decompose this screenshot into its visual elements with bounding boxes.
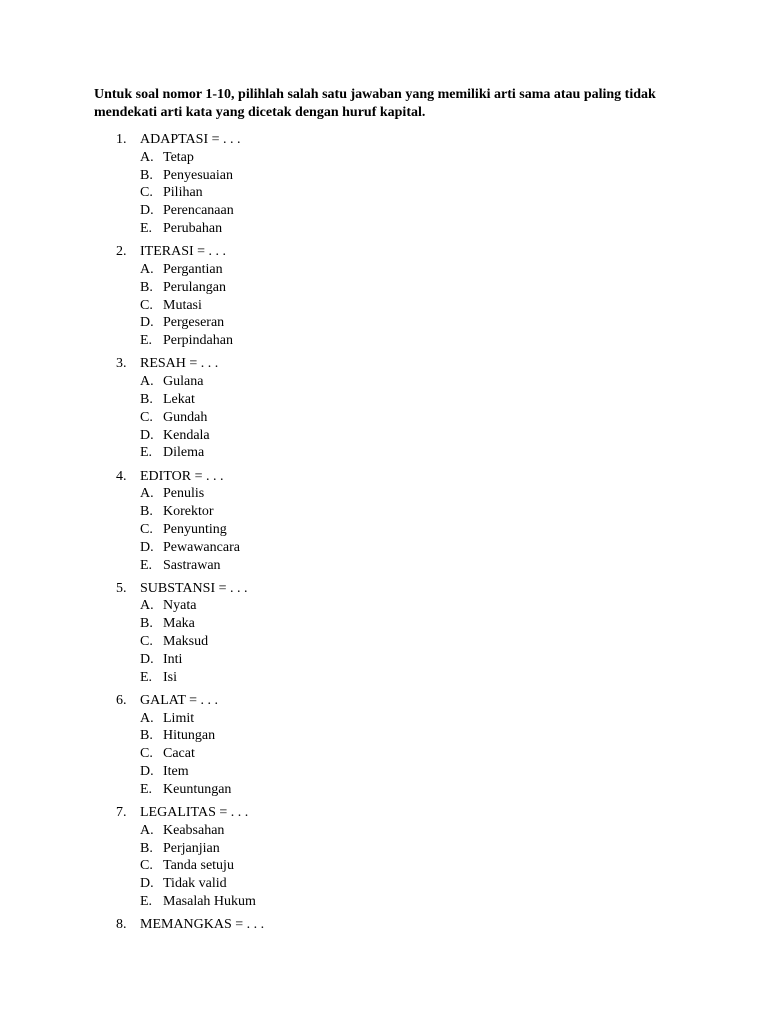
option-letter: B. <box>140 504 153 520</box>
option-letter: D. <box>140 315 154 331</box>
answer-option <box>0 391 768 409</box>
option-letter: B. <box>140 279 153 295</box>
question-item <box>0 243 768 350</box>
option-list <box>0 710 768 799</box>
question-text: MEMANGKAS = . . . <box>140 917 265 933</box>
answer-option <box>0 261 768 279</box>
question-line <box>0 804 768 822</box>
option-text: Lekat <box>163 391 195 407</box>
question-line <box>0 916 768 934</box>
option-letter: C. <box>140 858 153 874</box>
option-letter: C. <box>140 521 153 537</box>
answer-option <box>0 727 768 745</box>
option-letter: E. <box>140 669 153 685</box>
option-letter: E. <box>140 220 153 236</box>
question-text: ADAPTASI = . . . <box>140 132 241 147</box>
option-letter: B. <box>140 840 153 856</box>
option-letter: E. <box>140 894 153 910</box>
option-text: Keabsahan <box>163 822 225 838</box>
question-item <box>0 804 768 911</box>
question-item <box>0 355 768 462</box>
question-item <box>0 131 768 238</box>
option-text: Maksud <box>163 634 209 650</box>
answer-option <box>0 279 768 297</box>
option-text: Gulana <box>163 374 204 390</box>
question-number: 3. <box>116 356 127 372</box>
answer-option <box>0 184 768 202</box>
answer-option <box>0 745 768 763</box>
answer-option <box>0 763 768 781</box>
option-text: Tanda setuju <box>163 858 234 874</box>
option-text: Item <box>163 764 189 780</box>
option-letter: D. <box>140 203 154 219</box>
option-letter: A. <box>140 822 154 838</box>
option-list <box>0 149 768 238</box>
option-text: Kendala <box>163 427 210 443</box>
question-number: 7. <box>116 805 127 821</box>
option-letter: D. <box>140 876 154 892</box>
option-letter: C. <box>140 746 153 762</box>
question-text: SUBSTANSI = . . . <box>140 580 248 596</box>
option-letter: C. <box>140 634 153 650</box>
option-text: Dilema <box>163 445 205 461</box>
option-letter: C. <box>140 185 153 201</box>
option-text: Perulangan <box>163 279 226 295</box>
question-text: GALAT = . . . <box>140 692 219 708</box>
question-line <box>0 131 768 149</box>
option-letter: B. <box>140 391 153 407</box>
answer-option <box>0 409 768 427</box>
question-number: 2. <box>116 244 127 260</box>
option-text: Maka <box>163 616 195 632</box>
option-list <box>0 373 768 462</box>
answer-option <box>0 314 768 332</box>
option-text: Cacat <box>163 746 195 762</box>
option-text: Penulis <box>163 486 205 502</box>
question-text: ITERASI = . . . <box>140 244 227 260</box>
option-text: Penyunting <box>163 521 227 537</box>
instructions-text: Untuk soal nomor 1-10, pilihlah salah satu jawaban yang memiliki arti sama atau paling tidak mendekati arti kata yang dicetak dengan huruf kapital. <box>94 87 656 120</box>
option-text: Nyata <box>163 598 197 614</box>
answer-option <box>0 297 768 315</box>
question-number: 5. <box>116 580 127 596</box>
option-text: Mutasi <box>163 297 202 313</box>
option-text: Penyesuaian <box>163 167 233 183</box>
answer-option <box>0 332 768 350</box>
option-text: Inti <box>163 651 183 667</box>
option-letter: A. <box>140 710 154 726</box>
option-text: Perjanjian <box>163 840 220 856</box>
answer-option <box>0 875 768 893</box>
answer-option <box>0 597 768 615</box>
question-text: EDITOR = . . . <box>140 468 224 484</box>
option-letter: B. <box>140 728 153 744</box>
option-letter: A. <box>140 261 154 277</box>
option-text: Masalah Hukum <box>163 894 256 910</box>
question-line <box>0 692 768 710</box>
option-letter: D. <box>140 651 154 667</box>
option-letter: A. <box>140 486 154 502</box>
option-list <box>0 822 768 911</box>
option-text: Pewawancara <box>163 539 240 555</box>
option-letter: D. <box>140 427 154 443</box>
question-number: 6. <box>116 692 127 708</box>
option-list <box>0 261 768 350</box>
question-line <box>0 355 768 373</box>
answer-option <box>0 710 768 728</box>
question-item <box>0 468 768 575</box>
option-text: Perpindahan <box>163 333 233 349</box>
answer-option <box>0 557 768 575</box>
question-list <box>0 131 768 939</box>
answer-option <box>0 220 768 238</box>
answer-option <box>0 633 768 651</box>
option-letter: C. <box>140 409 153 425</box>
option-text: Pergantian <box>163 261 223 277</box>
question-number: 1. <box>116 132 127 147</box>
option-text: Limit <box>163 710 195 726</box>
answer-option <box>0 202 768 220</box>
option-text: Korektor <box>163 504 214 520</box>
answer-option <box>0 651 768 669</box>
question-number: 8. <box>116 917 127 933</box>
question-line <box>0 468 768 486</box>
answer-option <box>0 857 768 875</box>
option-letter: E. <box>140 557 153 573</box>
option-text: Tidak valid <box>163 876 227 892</box>
question-line <box>0 580 768 598</box>
option-letter: E. <box>140 445 153 461</box>
answer-option <box>0 503 768 521</box>
question-text: RESAH = . . . <box>140 356 219 372</box>
question-item <box>0 580 768 687</box>
option-text: Isi <box>163 669 177 685</box>
option-letter: A. <box>140 149 154 165</box>
option-list <box>0 485 768 574</box>
answer-option <box>0 669 768 687</box>
answer-option <box>0 167 768 185</box>
question-number: 4. <box>116 468 127 484</box>
question-text: LEGALITAS = . . . <box>140 805 249 821</box>
answer-option <box>0 485 768 503</box>
option-text: Keuntungan <box>163 781 232 797</box>
option-text: Sastrawan <box>163 557 221 573</box>
answer-option <box>0 427 768 445</box>
option-text: Tetap <box>163 149 194 165</box>
option-text: Pergeseran <box>163 315 225 331</box>
option-letter: B. <box>140 616 153 632</box>
question-line <box>0 243 768 261</box>
answer-option <box>0 615 768 633</box>
answer-option <box>0 893 768 911</box>
option-letter: C. <box>140 297 153 313</box>
answer-option <box>0 539 768 557</box>
option-letter: A. <box>140 374 154 390</box>
answer-option <box>0 822 768 840</box>
question-item <box>0 916 768 934</box>
option-text: Pilihan <box>163 185 203 201</box>
option-letter: A. <box>140 598 154 614</box>
option-letter: E. <box>140 781 153 797</box>
option-letter: D. <box>140 764 154 780</box>
option-letter: E. <box>140 333 153 349</box>
question-item <box>0 692 768 799</box>
answer-option <box>0 840 768 858</box>
answer-option <box>0 149 768 167</box>
option-list <box>0 597 768 686</box>
answer-option <box>0 521 768 539</box>
option-letter: B. <box>140 167 153 183</box>
option-text: Perencanaan <box>163 203 234 219</box>
answer-option <box>0 781 768 799</box>
answer-option <box>0 373 768 391</box>
option-text: Gundah <box>163 409 208 425</box>
option-text: Perubahan <box>163 220 223 236</box>
option-text: Hitungan <box>163 728 216 744</box>
option-letter: D. <box>140 539 154 555</box>
answer-option <box>0 444 768 462</box>
